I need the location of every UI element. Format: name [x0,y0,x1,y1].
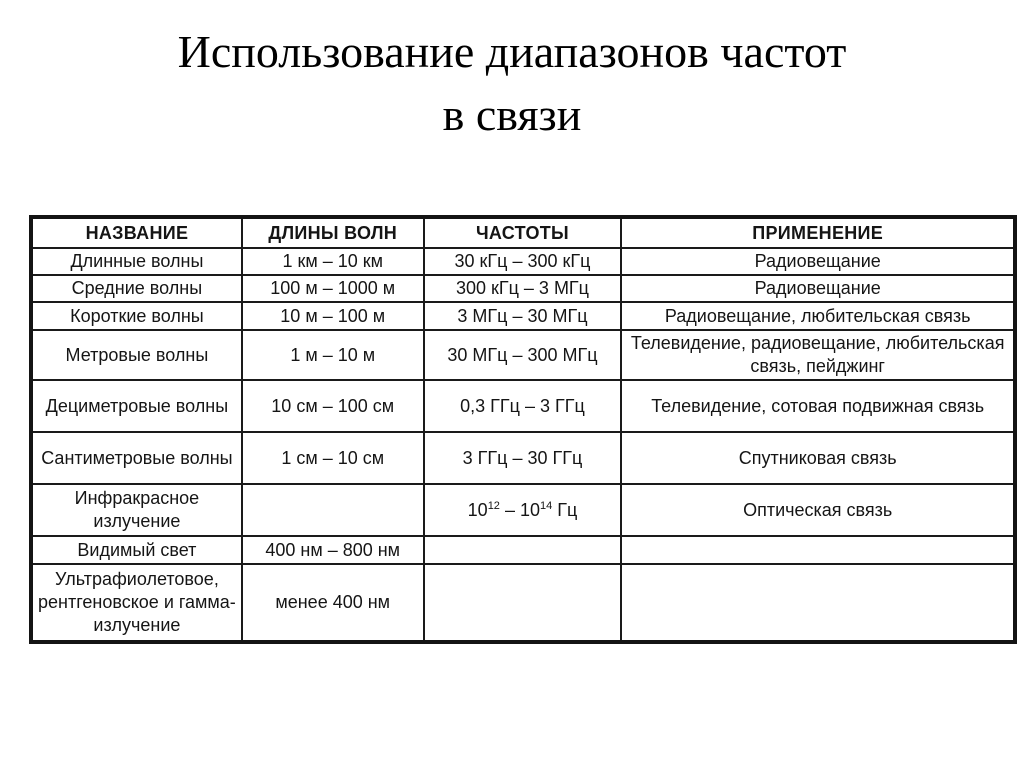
table-row [31,484,1015,536]
header-wavelength: ДЛИНЫ ВОЛН [242,217,424,248]
cell-use [621,536,1015,564]
table-row [31,302,1015,330]
table-header-row [31,217,1015,248]
cell-wavelength: 1 см – 10 см [242,432,424,484]
slide-title-line-2: в связи [442,89,582,140]
header-name: НАЗВАНИЕ [31,217,242,248]
cell-name: Короткие волны [31,302,242,330]
cell-frequency [424,484,622,536]
cell-frequency: 3 МГц – 30 МГц [424,302,622,330]
cell-wavelength: 400 нм – 800 нм [242,536,424,564]
cell-wavelength: 1 м – 10 м [242,330,424,380]
cell-name: Ультрафиолетовое, рентгеновское и гамма-излучение [31,564,242,642]
freq-separator: – [499,499,520,520]
cell-use: Оптическая связь [621,484,1015,536]
cell-frequency: 30 кГц – 300 кГц [424,248,622,275]
cell-wavelength: 10 см – 100 см [242,380,424,432]
header-frequency: ЧАСТОТЫ [424,217,622,248]
cell-use: Радиовещание, любительская связь [621,302,1015,330]
cell-use: Спутниковая связь [621,432,1015,484]
cell-name: Средние волны [31,275,242,302]
frequency-table [29,215,1017,644]
table-row [31,432,1015,484]
table-row [31,275,1015,302]
table-row [31,564,1015,642]
cell-wavelength: 10 м – 100 м [242,302,424,330]
cell-frequency: 0,3 ГГц – 3 ГГц [424,380,622,432]
cell-name: Длинные волны [31,248,242,275]
slide-title-line-1: Использование диапазонов частот [177,26,847,77]
cell-name: Дециметровые волны [31,380,242,432]
cell-wavelength [242,484,424,536]
slide-title [0,20,1024,146]
cell-name: Метровые волны [31,330,242,380]
table-row [31,248,1015,275]
cell-use: Телевидение, сотовая подвижная связь [621,380,1015,432]
cell-frequency [424,536,622,564]
table-row [31,330,1015,380]
cell-frequency [424,564,622,642]
cell-frequency: 300 кГц – 3 МГц [424,275,622,302]
freq-base-2: 10 [519,499,540,520]
freq-exponent-2: 14 [539,499,553,512]
cell-use [621,564,1015,642]
table-row [31,536,1015,564]
freq-unit: Гц [552,499,578,520]
cell-use: Радиовещание [621,248,1015,275]
frequency-table-container [29,215,1017,644]
table-row [31,380,1015,432]
freq-base-1: 10 [467,499,488,520]
cell-frequency: 30 МГц – 300 МГц [424,330,622,380]
cell-use: Радиовещание [621,275,1015,302]
header-use: ПРИМЕНЕНИЕ [621,217,1015,248]
cell-use: Телевидение, радиовещание, любительская связь, пейджинг [621,330,1015,380]
cell-frequency: 3 ГГц – 30 ГГц [424,432,622,484]
cell-wavelength: 100 м – 1000 м [242,275,424,302]
cell-wavelength: менее 400 нм [242,564,424,642]
freq-exponent-1: 12 [487,499,500,512]
cell-name: Инфракрасное излучение [31,484,242,536]
cell-wavelength: 1 км – 10 км [242,248,424,275]
cell-name: Видимый свет [31,536,242,564]
cell-name: Сантиметровые волны [31,432,242,484]
